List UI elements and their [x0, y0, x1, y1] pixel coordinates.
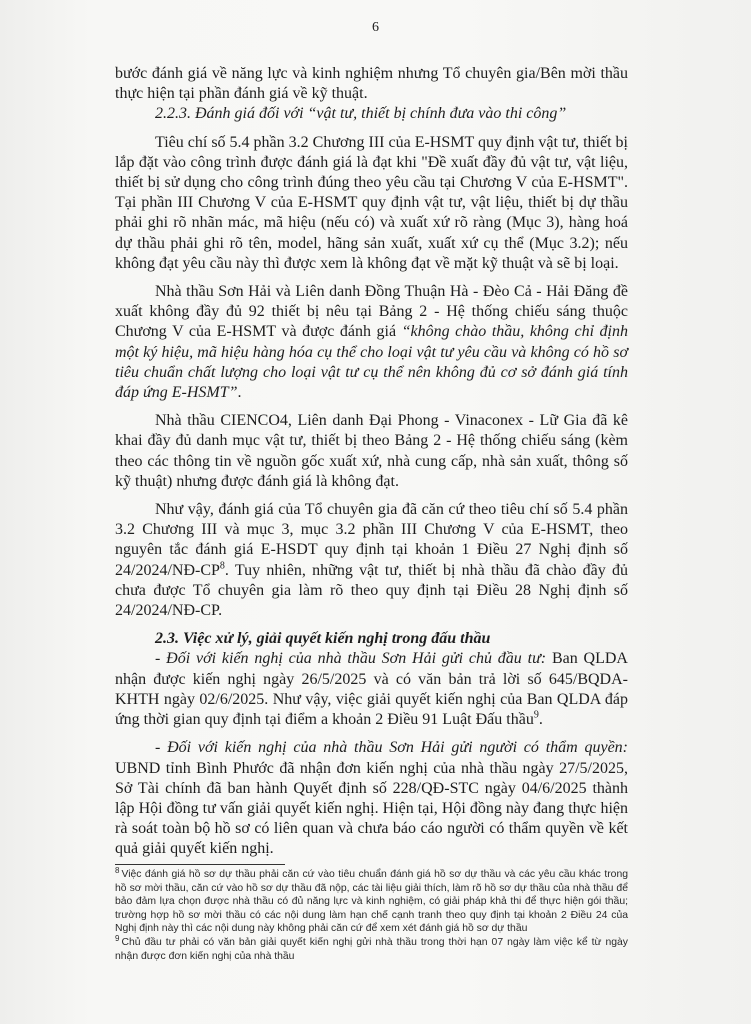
- italic-lead: - Đối với kiến nghị của nhà thầu Sơn Hải gửi người có thẩm quyền:: [155, 739, 628, 757]
- paragraph-son-hai-evaluation: [115, 282, 628, 403]
- footnote-8: [115, 865, 628, 936]
- footnote-text: Việc đánh giá hồ sơ dự thầu phải căn cứ vào tiêu chuẩn đánh giá hồ sơ dự thầu và các yêu cầu khác trong hồ sơ mời thầu, căn cứ vào hồ sơ dự thầu đã nộp, các tài liệu giải thích, làm rõ hồ sơ dự thầu của nhà thầu để bảo đảm lựa chọn được nhà thầu có đủ năng lực và kinh nghiệm, có giải pháp khả thi để thực hiện gói thầu; trường hợp hồ sơ mời thầu có các nội dung làm hạn chế cạnh tranh theo quy định tại khoản 2 Điều 24 của Nghị định này thì các nội dung này không phải căn cứ để xem xét đánh giá hồ sơ dự thầu: [115, 869, 628, 935]
- footnote-mark: 8: [115, 865, 120, 875]
- text-run: Như vậy, đánh giá của Tổ chuyên gia đã căn cứ theo tiêu chí số 5.4 phần 3.2 Chương III và mục 3, mục 3.2 phần III Chương V của E-HSMT, theo nguyên tắc đánh giá E-HSDT quy định tại khoản 1 Điều 27 Nghị định số 24/2024/NĐ-CP: [115, 501, 628, 579]
- paragraph-criteria: Tiêu chí số 5.4 phần 3.2 Chương III của E-HSMT quy định vật tư, thiết bị lắp đặt vào công trình được đánh giá là đạt khi "Đề xuất đầy đủ vật tư, vật liệu, thiết bị sử dụng cho công trình đúng theo yêu cầu tại Chương V của E-HSMT". Tại phần III Chương V của E-HSMT quy định vật tư, vật liệu, thiết bị dự thầu phải ghi rõ nhãn mác, mã hiệu (nếu có) và xuất xứ rõ ràng (Mục 3), hàng hoá dự thầu phải ghi rõ tên, model, hãng sản xuất, xuất xứ cụ thể (Mục 3.2); nếu không đạt yêu cầu này thì được xem là không đạt về mặt kỹ thuật và sẽ bị loại.: [115, 133, 628, 272]
- footnote-ref-8: 8: [219, 560, 225, 572]
- italic-lead: - Đối với kiến nghị của nhà thầu Sơn Hải gửi chủ đầu tư:: [155, 650, 547, 668]
- footnote-9: [115, 933, 628, 963]
- text-run: . Tuy nhiên, những vật tư, thiết bị nhà thầu đã chào đầy đủ chưa được Tổ chuyên gia làm rõ theo quy định tại Điều 28 Nghị định số 24/2024/NĐ-CP.: [115, 561, 628, 620]
- footnote-divider: [115, 864, 285, 865]
- footnote-mark: 9: [115, 933, 120, 943]
- footnote-ref-9: 9: [533, 709, 539, 721]
- paragraph-cienco4: Nhà thầu CIENCO4, Liên danh Đại Phong - Vinaconex - Lữ Gia đã kê khai đầy đủ danh mục vật tư, thiết bị theo Bảng 2 - Hệ thống chiếu sáng (kèm theo các thông tin về nguồn gốc xuất xứ, nhà cung cấp, nhà sản xuất, thông số kỹ thuật) nhưng được đánh giá là không đạt.: [115, 412, 628, 490]
- paragraph-conclusion: [115, 500, 628, 621]
- quoted-evaluation: “không chào thầu, không chỉ định một ký hiệu, mã hiệu hàng hóa cụ thể cho loại vật tư yêu cầu và không có hồ sơ tiêu chuẩn chất lượng cho loại vật tư cụ thể nên không đủ cơ sở đánh giá tính đáp ứng E-HSMT”: [115, 323, 629, 402]
- footnote-text: Chủ đầu tư phải có văn bản giải quyết kiến nghị gửi nhà thầu trong thời hạn 07 ngày làm việc kể từ ngày nhận được đơn kiến nghị của nhà thầu: [115, 936, 628, 962]
- text-run: Ban QLDA nhận được kiến nghị ngày 26/5/2025 và có văn bản trả lời số 645/BQDA-KHTH ngày 02/6/2025. Như vậy, việc giải quyết kiến nghị của Ban QLDA đáp ứng thời gian quy định tại điểm a khoản 2 Điều 91 Luật Đấu thầu: [115, 650, 628, 729]
- paragraph-authority-complaint: [115, 738, 628, 859]
- page-number: 6: [372, 20, 379, 35]
- section-heading-2-3: 2.3. Việc xử lý, giải quyết kiến nghị trong đấu thầu: [155, 630, 491, 648]
- paragraph-continuation: bước đánh giá về năng lực và kinh nghiệm nhưng Tổ chuyên gia/Bên mời thầu thực hiện tại phần đánh giá về kỹ thuật.: [115, 65, 628, 103]
- text-run: UBND tỉnh Bình Phước đã nhận đơn kiến nghị của nhà thầu ngày 27/5/2025, Sở Tài chính đã ban hành Quyết định số 228/QĐ-STC ngày 04/6/2025 thành lập Hội đồng tư vấn giải quyết kiến nghị. Hiện tại, Hội đồng này đang thực hiện rà soát toàn bộ hồ sơ có liên quan và chưa báo cáo người có thẩm quyền về kết quả giải quyết kiến nghị.: [115, 759, 628, 858]
- text-run: .: [538, 711, 543, 729]
- paragraph-investor-complaint: [115, 649, 628, 730]
- text-run: .: [237, 384, 242, 402]
- document-body: [115, 64, 628, 860]
- section-heading-2-2-3: 2.2.3. Đánh giá đối với “vật tư, thiết bị chính đưa vào thi công”: [155, 105, 567, 123]
- text-run: Nhà thầu Sơn Hải và Liên danh Đồng Thuận Hà - Đèo Cả - Hải Đăng đề xuất không đầy đủ 92 thiết bị nêu tại Bảng 2 - Hệ thống chiếu sáng thuộc Chương V của E-HSMT và được đánh giá: [115, 283, 628, 341]
- footnotes: [115, 865, 628, 963]
